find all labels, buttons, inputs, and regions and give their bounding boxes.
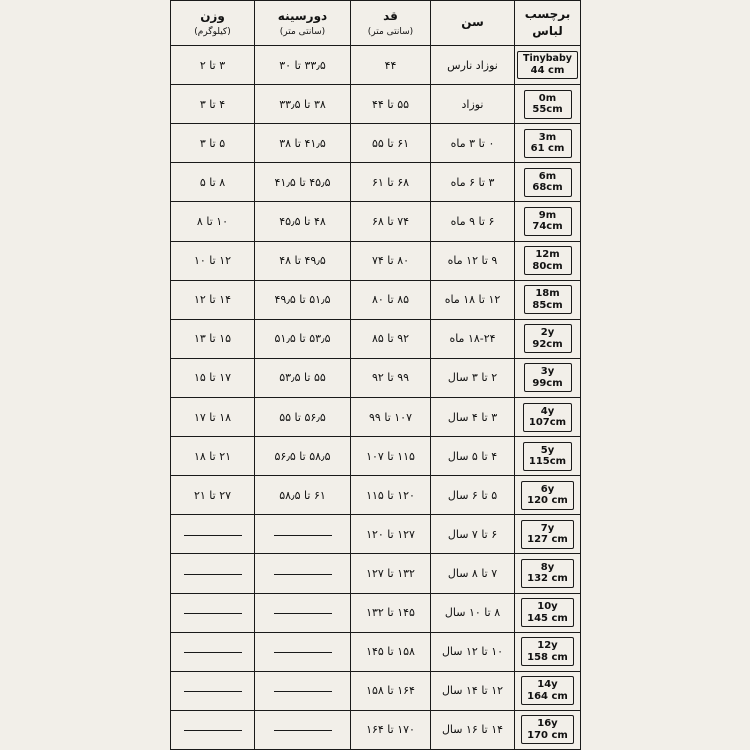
empty-dash: [274, 690, 332, 692]
table-row: [171, 515, 581, 554]
size-badge: [524, 207, 572, 236]
cell-age: [431, 202, 515, 241]
size-badge-length: 132 cm: [527, 573, 568, 585]
size-chart-sheet: [170, 0, 580, 750]
table-row: [171, 554, 581, 593]
cell-height: [351, 515, 431, 554]
cell-height-value: ۶۱ تا ۵۵: [371, 136, 410, 150]
cell-weight-value: ۳ تا ۲: [199, 58, 226, 72]
cell-age-value: ۳ تا ۴ سال: [447, 410, 498, 424]
size-badge: [521, 598, 574, 627]
cell-weight: [171, 437, 255, 476]
size-badge-length: 164 cm: [527, 690, 568, 702]
cell-age: [431, 632, 515, 671]
size-badge: [524, 246, 572, 275]
cell-age: [431, 241, 515, 280]
cell-weight-value: ۱۷ تا ۱۵: [193, 371, 232, 385]
cell-weight-value: ۲۷ تا ۲۱: [193, 488, 232, 502]
cell-chest: [255, 358, 351, 397]
header-row: [171, 1, 581, 46]
size-badge-code: 6m: [538, 170, 557, 182]
cell-age: [431, 554, 515, 593]
size-badge-code: 6y: [540, 483, 555, 495]
cell-chest-value: ۳۸ تا ۳۳٫۵: [279, 97, 326, 111]
cell-size-label: [515, 397, 581, 436]
cell-chest: [255, 46, 351, 85]
size-badge-length: 55cm: [532, 104, 563, 116]
cell-weight: [171, 280, 255, 319]
table-row: [171, 241, 581, 280]
cell-chest: [255, 554, 351, 593]
size-badge-code: 12m: [535, 249, 560, 261]
cell-chest: [255, 515, 351, 554]
size-badge-code: 18m: [535, 288, 560, 300]
cell-weight-value: ۱۵ تا ۱۳: [193, 332, 232, 346]
cell-age: [431, 46, 515, 85]
cell-height-value: ۱۶۴ تا ۱۵۸: [366, 684, 415, 698]
cell-age: [431, 85, 515, 124]
cell-height-value: ۱۱۵ تا ۱۰۷: [366, 449, 415, 463]
cell-chest-value: ۳۳٫۵ تا ۳۰: [279, 58, 326, 72]
cell-weight: [171, 515, 255, 554]
cell-age-value: ۵ تا ۶ سال: [447, 488, 498, 502]
cell-weight: [171, 124, 255, 163]
cell-age-value: ۸ تا ۱۰ سال: [444, 606, 501, 620]
size-badge-length: 170 cm: [527, 729, 568, 741]
cell-chest: [255, 437, 351, 476]
cell-weight-value: ۱۴ تا ۱۲: [193, 293, 232, 307]
cell-height: [351, 241, 431, 280]
cell-height: [351, 280, 431, 319]
cell-weight: [171, 319, 255, 358]
cell-weight: [171, 358, 255, 397]
cell-age-value: ۱۲ تا ۱۸ ماه: [444, 293, 501, 307]
size-badge: [521, 676, 574, 705]
cell-weight-value: ۸ تا ۵: [199, 175, 226, 189]
empty-dash: [274, 534, 332, 536]
cell-height: [351, 710, 431, 749]
empty-dash: [184, 573, 242, 575]
cell-weight-value: ۲۱ تا ۱۸: [193, 449, 232, 463]
table-row: [171, 710, 581, 749]
size-badge-length: 99cm: [532, 377, 563, 389]
column-header-height: [351, 1, 431, 46]
size-badge-length: 158 cm: [527, 651, 568, 663]
cell-size-label: [515, 710, 581, 749]
cell-height: [351, 593, 431, 632]
column-header-chest-sub: (سانتی متر): [279, 26, 326, 37]
cell-age-value: ۷ تا ۸ سال: [447, 566, 498, 580]
size-badge-code: 8y: [540, 561, 555, 573]
cell-chest: [255, 593, 351, 632]
size-badge-code: 10y: [537, 601, 558, 613]
size-badge: [524, 90, 572, 119]
cell-age: [431, 476, 515, 515]
column-header-height-sub: (سانتی متر): [367, 26, 414, 37]
table-row: [171, 46, 581, 85]
table-row: [171, 124, 581, 163]
size-badge-code: 3m: [538, 131, 557, 143]
cell-height: [351, 476, 431, 515]
cell-age: [431, 358, 515, 397]
size-badge-code: 4y: [540, 405, 555, 417]
size-badge-length: 85cm: [532, 299, 563, 311]
cell-weight: [171, 241, 255, 280]
column-header-label-main: برچسب لباس: [524, 7, 571, 38]
cell-size-label: [515, 593, 581, 632]
cell-age: [431, 280, 515, 319]
cell-height-value: ۱۵۸ تا ۱۴۵: [366, 645, 415, 659]
cell-age-value: نوزاد نارس: [447, 58, 498, 72]
cell-weight: [171, 554, 255, 593]
table-row: [171, 358, 581, 397]
column-header-chest: [255, 1, 351, 46]
size-badge-code: 7y: [540, 522, 555, 534]
cell-height: [351, 632, 431, 671]
table-header: [171, 1, 581, 46]
size-badge-code: 5y: [540, 444, 555, 456]
cell-chest: [255, 397, 351, 436]
cell-height: [351, 358, 431, 397]
cell-height-value: ۱۷۰ تا ۱۶۴: [366, 723, 415, 737]
size-badge-length: 120 cm: [527, 495, 568, 507]
column-header-label: [515, 1, 581, 46]
cell-chest: [255, 280, 351, 319]
column-header-weight: [171, 1, 255, 46]
empty-dash: [274, 651, 332, 653]
column-header-weight-main: وزن: [200, 9, 225, 24]
table-row: [171, 593, 581, 632]
table-row: [171, 397, 581, 436]
size-badge-code: 3y: [540, 366, 555, 378]
size-badge: [524, 363, 572, 392]
cell-chest-value: ۵۸٫۵ تا ۵۶٫۵: [274, 449, 331, 463]
cell-size-label: [515, 46, 581, 85]
cell-size-label: [515, 437, 581, 476]
cell-weight-value: ۴ تا ۳: [199, 97, 226, 111]
cell-height: [351, 671, 431, 710]
cell-chest-value: ۴۵٫۵ تا ۴۱٫۵: [274, 175, 331, 189]
cell-age-value: ۴ تا ۵ سال: [447, 449, 498, 463]
size-badge: [523, 403, 572, 432]
cell-age: [431, 710, 515, 749]
cell-chest-value: ۴۹٫۵ تا ۴۸: [279, 254, 326, 268]
size-badge-code: Tinybaby: [523, 52, 572, 64]
cell-chest: [255, 710, 351, 749]
cell-height-value: ۵۵ تا ۴۴: [371, 97, 410, 111]
empty-dash: [184, 612, 242, 614]
size-badge: [521, 637, 574, 666]
size-badge: [521, 520, 574, 549]
size-badge: [524, 168, 572, 197]
cell-height-value: ۹۹ تا ۹۲: [371, 371, 410, 385]
cell-chest: [255, 319, 351, 358]
cell-age-value: ۱۲ تا ۱۴ سال: [441, 684, 504, 698]
size-badge-length: 127 cm: [527, 534, 568, 546]
cell-weight: [171, 85, 255, 124]
cell-age: [431, 124, 515, 163]
size-badge-code: 12y: [537, 640, 558, 652]
table-row: [171, 319, 581, 358]
size-badge-code: 2y: [540, 327, 555, 339]
cell-age-value: نوزاد: [461, 97, 484, 111]
size-badge-length: 80cm: [532, 260, 563, 272]
cell-chest: [255, 202, 351, 241]
cell-height-value: ۷۴ تا ۶۸: [371, 214, 410, 228]
table-row: [171, 202, 581, 241]
cell-size-label: [515, 554, 581, 593]
size-badge: [524, 324, 572, 353]
cell-height: [351, 163, 431, 202]
cell-height-value: ۶۸ تا ۶۱: [371, 175, 410, 189]
cell-size-label: [515, 280, 581, 319]
size-badge: [521, 559, 574, 588]
column-header-height-main: قد: [383, 9, 398, 24]
cell-height: [351, 85, 431, 124]
cell-height-value: ۴۴: [384, 58, 397, 72]
cell-age-value: ۱۴ تا ۱۶ سال: [441, 723, 504, 737]
cell-size-label: [515, 319, 581, 358]
cell-height-value: ۱۲۷ تا ۱۲۰: [366, 527, 415, 541]
cell-age-value: ۲ تا ۳ سال: [447, 371, 498, 385]
cell-chest: [255, 476, 351, 515]
size-badge: [524, 129, 572, 158]
cell-height: [351, 437, 431, 476]
cell-weight: [171, 671, 255, 710]
size-badge-length: 92cm: [532, 338, 563, 350]
cell-weight-value: ۱۸ تا ۱۷: [193, 410, 232, 424]
empty-dash: [274, 612, 332, 614]
cell-size-label: [515, 163, 581, 202]
cell-height-value: ۹۲ تا ۸۵: [371, 332, 410, 346]
size-badge: [523, 442, 572, 471]
cell-age-value: ۱۰ تا ۱۲ سال: [441, 645, 504, 659]
column-header-age: [431, 1, 515, 46]
cell-height-value: ۱۳۲ تا ۱۲۷: [366, 566, 415, 580]
cell-age: [431, 397, 515, 436]
cell-size-label: [515, 476, 581, 515]
cell-height-value: ۸۵ تا ۸۰: [371, 293, 410, 307]
cell-weight-value: ۱۲ تا ۱۰: [193, 254, 232, 268]
empty-dash: [274, 729, 332, 731]
cell-age: [431, 437, 515, 476]
cell-chest-value: ۶۱ تا ۵۸٫۵: [279, 488, 326, 502]
size-badge: [521, 715, 574, 744]
empty-dash: [184, 534, 242, 536]
cell-age-value: ۶ تا ۹ ماه: [450, 214, 495, 228]
cell-size-label: [515, 671, 581, 710]
size-badge-length: 107cm: [528, 417, 567, 429]
size-badge-code: 16y: [537, 718, 558, 730]
cell-chest-value: ۵۱٫۵ تا ۴۹٫۵: [274, 293, 331, 307]
cell-age-value: ۶ تا ۷ سال: [447, 527, 498, 541]
cell-chest: [255, 163, 351, 202]
table-body: [171, 46, 581, 750]
cell-chest-value: ۵۶٫۵ تا ۵۵: [279, 410, 326, 424]
cell-weight: [171, 202, 255, 241]
cell-height-value: ۸۰ تا ۷۴: [371, 254, 410, 268]
size-badge: [524, 285, 572, 314]
cell-height: [351, 554, 431, 593]
cell-chest: [255, 671, 351, 710]
cell-height: [351, 46, 431, 85]
cell-weight: [171, 710, 255, 749]
cell-height-value: ۱۰۷ تا ۹۹: [369, 410, 412, 424]
cell-weight: [171, 476, 255, 515]
size-badge-code: 9m: [538, 209, 557, 221]
cell-age: [431, 671, 515, 710]
cell-chest-value: ۵۵ تا ۵۳٫۵: [279, 371, 326, 385]
cell-size-label: [515, 515, 581, 554]
empty-dash: [184, 651, 242, 653]
cell-chest: [255, 241, 351, 280]
table-row: [171, 163, 581, 202]
table-row: [171, 280, 581, 319]
table-row: [171, 476, 581, 515]
cell-size-label: [515, 632, 581, 671]
cell-age: [431, 515, 515, 554]
cell-weight: [171, 163, 255, 202]
size-badge-code: 14y: [537, 679, 558, 691]
cell-height: [351, 397, 431, 436]
size-badge-length: 68cm: [532, 182, 563, 194]
cell-weight: [171, 46, 255, 85]
size-badge-length: 44 cm: [530, 64, 565, 76]
cell-age: [431, 163, 515, 202]
cell-height-value: ۱۲۰ تا ۱۱۵: [366, 488, 415, 502]
cell-size-label: [515, 358, 581, 397]
size-badge-code: 0m: [538, 92, 557, 104]
size-badge: [521, 481, 574, 510]
table-row: [171, 671, 581, 710]
table-row: [171, 632, 581, 671]
cell-weight: [171, 632, 255, 671]
cell-size-label: [515, 85, 581, 124]
cell-height-value: ۱۴۵ تا ۱۳۲: [366, 606, 415, 620]
column-header-chest-main: دورسینه: [277, 9, 328, 24]
empty-dash: [184, 729, 242, 731]
cell-chest-value: ۵۳٫۵ تا ۵۱٫۵: [274, 332, 331, 346]
cell-weight-value: ۱۰ تا ۸: [196, 214, 229, 228]
cell-age-value: ۳ تا ۶ ماه: [450, 175, 495, 189]
cell-chest: [255, 124, 351, 163]
cell-age-value: ۹ تا ۱۲ ماه: [447, 254, 498, 268]
cell-chest: [255, 632, 351, 671]
cell-chest-value: ۴۱٫۵ تا ۳۸: [279, 136, 326, 150]
cell-height: [351, 319, 431, 358]
empty-dash: [274, 573, 332, 575]
cell-height: [351, 202, 431, 241]
cell-size-label: [515, 241, 581, 280]
column-header-age-main: سن: [461, 15, 484, 30]
cell-size-label: [515, 202, 581, 241]
cell-chest-value: ۴۸ تا ۴۵٫۵: [279, 214, 326, 228]
cell-height: [351, 124, 431, 163]
size-badge-length: 145 cm: [527, 612, 568, 624]
cell-age-value: ۰ تا ۳ ماه: [450, 136, 495, 150]
cell-weight: [171, 397, 255, 436]
size-badge-length: 115cm: [528, 456, 567, 468]
cell-age-value: ۱۸-۲۴ ماه: [449, 332, 496, 346]
cell-weight-value: ۵ تا ۳: [199, 136, 226, 150]
cell-size-label: [515, 124, 581, 163]
size-badge: [517, 51, 578, 79]
cell-age: [431, 593, 515, 632]
table-row: [171, 85, 581, 124]
empty-dash: [184, 690, 242, 692]
cell-weight: [171, 593, 255, 632]
size-badge-length: 61 cm: [530, 143, 565, 155]
size-badge-length: 74cm: [532, 221, 563, 233]
table-row: [171, 437, 581, 476]
column-header-weight-sub: (کیلوگرم): [194, 26, 231, 37]
cell-chest: [255, 85, 351, 124]
size-chart-table: [170, 0, 581, 750]
cell-age: [431, 319, 515, 358]
